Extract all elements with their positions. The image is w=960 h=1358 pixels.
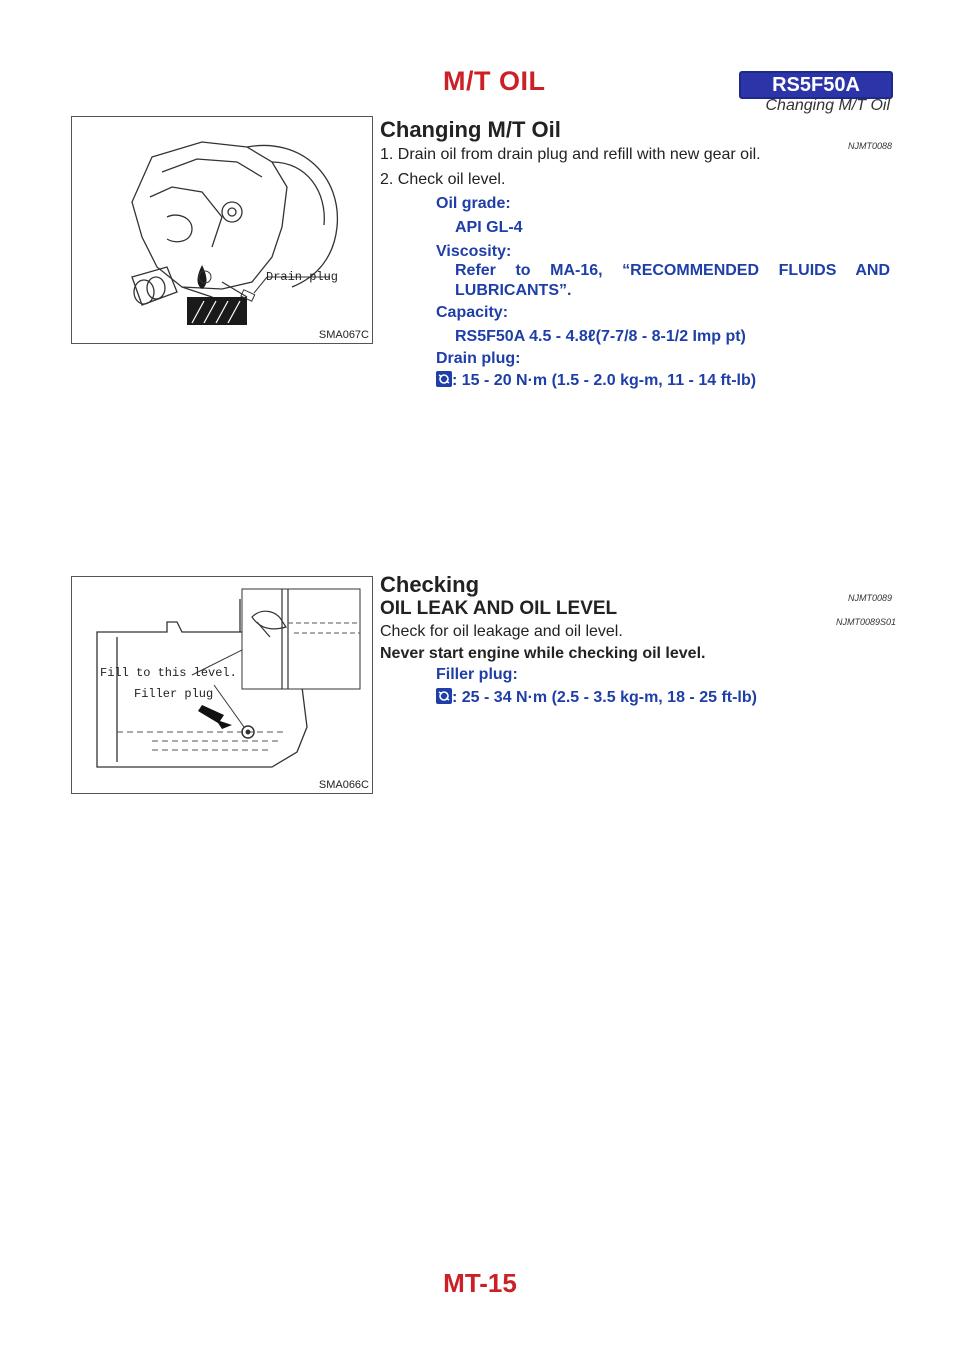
drain-plug-figure	[71, 116, 373, 344]
step-1: 1. Drain oil from drain plug and refill with new gear oil.	[380, 146, 761, 163]
oil-level-illustration	[72, 577, 372, 793]
oil-level-figure	[71, 576, 373, 794]
transmission-drain-illustration	[72, 117, 372, 343]
filler-plug-torque	[436, 688, 757, 707]
section-code: NJMT0088	[848, 141, 893, 151]
header-subtitle: Changing M/T Oil	[765, 97, 890, 114]
step-2: 2. Check oil level.	[380, 171, 506, 188]
warning-text: Never start engine while checking oil level.	[380, 645, 706, 662]
header-title: M/T OIL	[443, 66, 546, 96]
filler-plug-torque-value: : 25 - 34 N·m (2.5 - 3.5 kg-m, 18 - 25 ft-lb)	[452, 689, 757, 706]
torque-wrench-icon	[436, 688, 452, 704]
drain-plug-callout: Drain plug	[266, 270, 339, 284]
torque-wrench-icon	[436, 371, 452, 387]
viscosity-label: Viscosity:	[436, 243, 512, 260]
filler-plug-label: Filler plug:	[436, 666, 518, 683]
drain-plug-torque	[436, 371, 756, 390]
subsection-title-oil-leak: OIL LEAK AND OIL LEVEL	[380, 598, 618, 619]
capacity-value: RS5F50A 4.5 - 4.8ℓ(7-7/8 - 8-1/2 Imp pt)	[455, 328, 746, 345]
oil-grade-label: Oil grade:	[436, 195, 511, 212]
subsection-code: NJMT0089S01	[836, 617, 897, 627]
page-number: MT-15	[443, 1268, 517, 1298]
viscosity-value-line1: Refer to MA-16, “RECOMMENDED FLUIDS AND	[455, 262, 890, 279]
viscosity-value-line2: LUBRICANTS”.	[455, 282, 572, 299]
section-title-checking: Checking	[380, 572, 480, 597]
figure-code-2: SMA066C	[318, 779, 369, 791]
drain-plug-torque-value: : 15 - 20 N·m (1.5 - 2.0 kg-m, 11 - 14 ft-lb)	[452, 372, 757, 389]
section-title-changing-oil: Changing M/T Oil	[380, 117, 561, 142]
model-badge: RS5F50A	[739, 71, 893, 99]
section-code-2: NJMT0089	[848, 593, 893, 603]
filler-plug-callout: Filler plug	[134, 687, 214, 701]
check-text: Check for oil leakage and oil level.	[380, 623, 623, 640]
drain-plug-label: Drain plug:	[436, 350, 521, 367]
capacity-label: Capacity:	[436, 304, 509, 321]
figure-code: SMA067C	[318, 329, 369, 341]
fill-level-callout: Fill to this level.	[100, 666, 237, 680]
oil-grade-value: API GL-4	[455, 219, 523, 236]
